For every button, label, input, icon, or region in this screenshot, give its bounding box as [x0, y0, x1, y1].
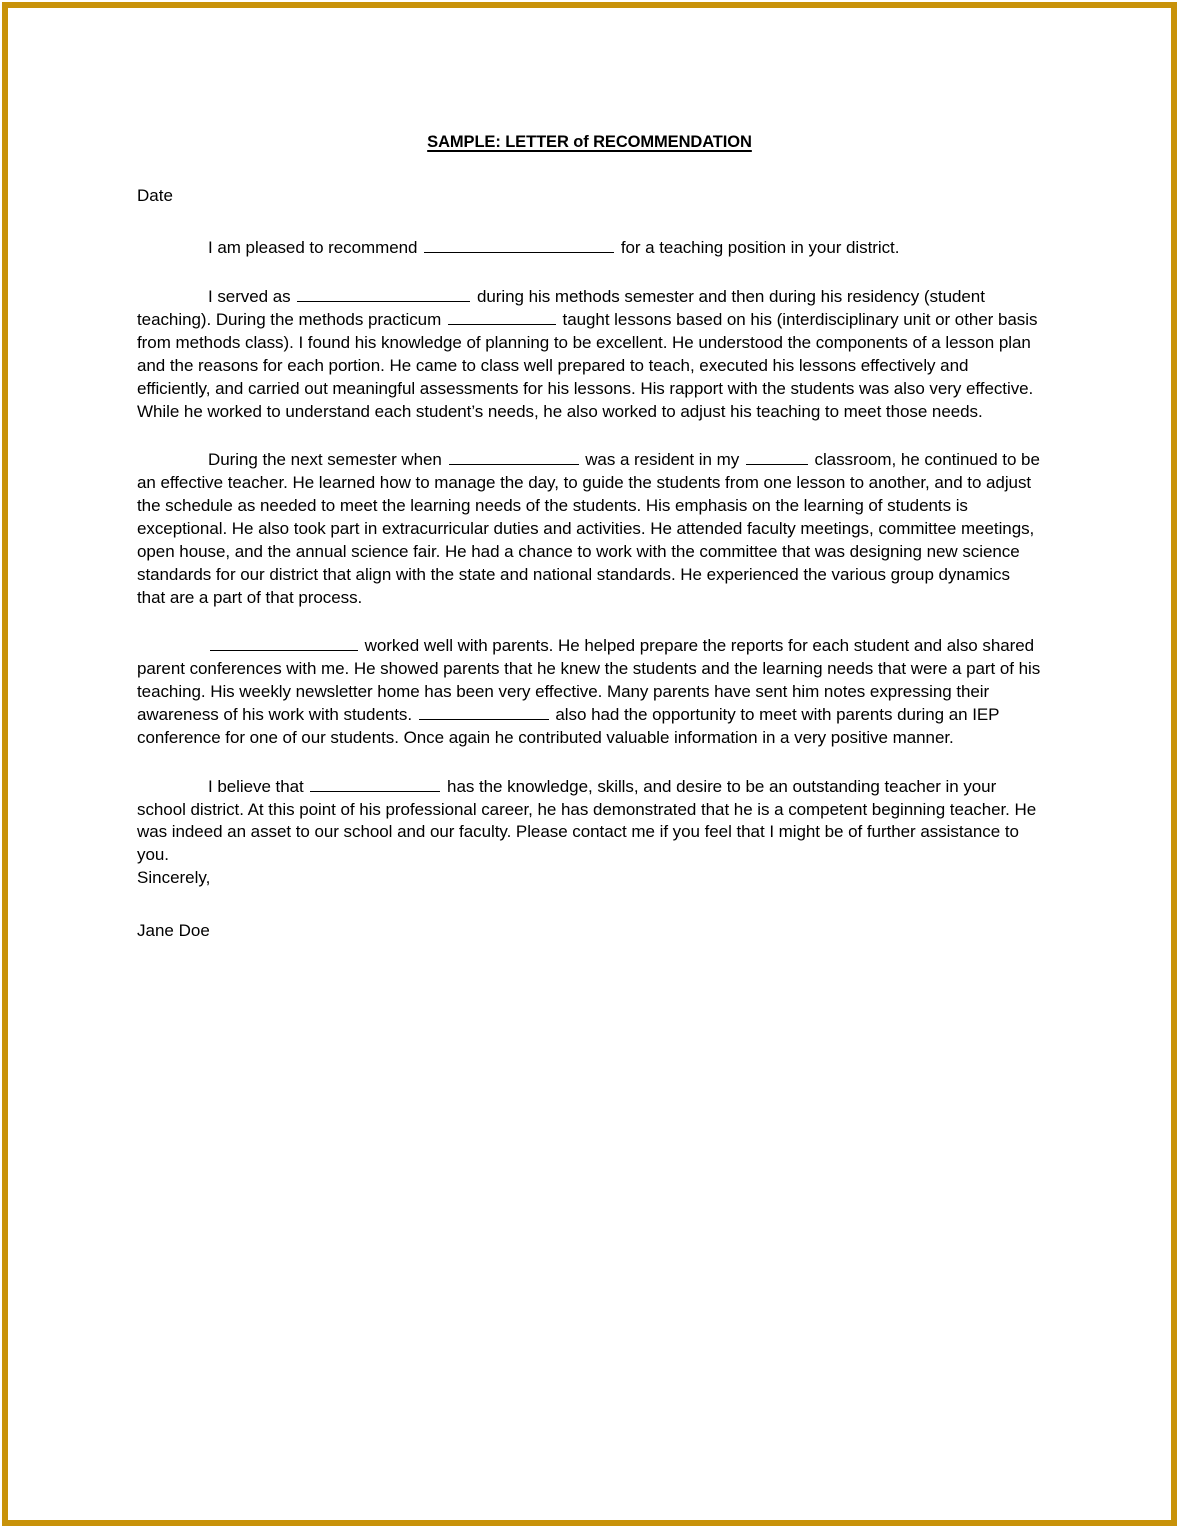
spacer-2 [137, 423, 1042, 449]
p2-text-a: I served as [208, 287, 296, 307]
spacer-signature [137, 890, 1042, 920]
p5-text-b: has the knowledge, skills, and desire to be an outstanding teacher in your school district. At this point of his professional career, he has demonstrated that he is a competent beginning teacher. He was indeed an asset to our school and our faculty. Please contact me if you feel that I might be of further assistance to you. [137, 776, 1037, 865]
p3-text-c: classroom, he continued to be an effective teacher. He learned how to manage the day, to guide the students from one lesson to another, and to adjust the schedule as needed to meet the learning needs of the students. His emphasis on the learning of students is exceptional. He also took part in extracurricular duties and activities. He attended faculty meetings, committee meetings, open house, and the annual science fair. He had a chance to work with the committee that was designing new science standards for our district that align with the state and national standards. He experienced the various group dynamics that are a part of that process. [137, 450, 1040, 607]
blank-candidate-name-5[interactable] [419, 704, 549, 720]
document-title [137, 132, 1042, 153]
paragraph-opening [137, 237, 1042, 260]
letter-body [137, 132, 1042, 943]
closing-salutation: Sincerely, [137, 868, 211, 888]
date-line: Date [137, 185, 173, 205]
paragraph-methods-semester [137, 286, 1042, 423]
spacer-after-date [137, 207, 1042, 237]
spacer-3 [137, 609, 1042, 635]
blank-candidate-name-1[interactable] [424, 237, 614, 253]
spacer-1 [137, 260, 1042, 286]
p2-text-b: during his methods semester and then during his residency (student teaching). During the methods practicum [137, 287, 985, 330]
paragraph-parents [137, 635, 1042, 749]
p4-text-b: worked well with parents. He helped prepare the reports for each student and also shared parent conferences with me. He showed parents that he knew the students and the learning needs that were a part of his teaching. His weekly newsletter home has been very effective. Many parents have sent him notes expressing their awareness of his work with students. [137, 636, 1041, 724]
signature-name: Jane Doe [137, 920, 210, 940]
p3-text-b: was a resident in my [580, 450, 744, 470]
paragraph-closing-recommendation [137, 776, 1042, 867]
spacer-4 [137, 750, 1042, 776]
spacer-after-title [137, 153, 1042, 185]
blank-candidate-name-6[interactable] [310, 776, 440, 792]
blank-candidate-name-4[interactable] [210, 635, 358, 651]
p3-text-a: During the next semester when [208, 450, 447, 470]
p1-text-b: for a teaching position in your district. [616, 238, 900, 258]
blank-candidate-name-2[interactable] [448, 309, 556, 325]
blank-grade-level[interactable] [746, 449, 808, 465]
p1-text-a: I am pleased to recommend [208, 238, 423, 258]
blank-role-title[interactable] [297, 286, 470, 302]
document-title-text: SAMPLE: LETTER of RECOMMENDATION [427, 133, 752, 151]
p5-text-a: I believe that [208, 776, 309, 796]
blank-candidate-name-3[interactable] [449, 449, 579, 465]
paragraph-residency [137, 449, 1042, 609]
p2-text-c: taught lessons based on his (interdisciplinary unit or other basis from methods class). I found his knowledge of planning to be excellent. He understood the components of a lesson plan and the reasons for each portion. He came to class well prepared to teach, executed his lessons effectively and efficiently, and carried out meaningful assessments for his lessons. His rapport with the students was also very effective. While he worked to understand each student’s needs, he also worked to adjust his teaching to meet those needs. [137, 310, 1038, 421]
p4-text-c: also had the opportunity to meet with parents during an IEP conference for one of our students. Once again he contributed valuable information in a very positive manner. [137, 705, 1000, 747]
